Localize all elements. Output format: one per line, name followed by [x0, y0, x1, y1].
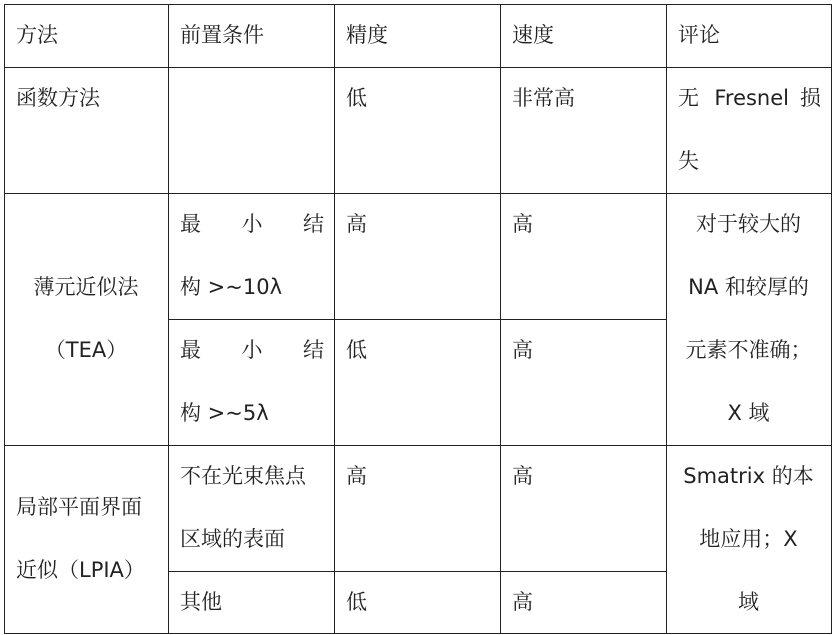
lpia-sub1-speed: 高 — [512, 464, 533, 488]
tea-method-line1: 薄元近似法 — [33, 275, 139, 299]
tea-method-line2: （TEA） — [44, 338, 128, 362]
lpia-comment-line2: 地应用；X — [699, 527, 798, 551]
tea-comment-line3: 元素不准确； — [685, 338, 812, 362]
function-speed: 非常高 — [512, 86, 575, 110]
lpia-sub1-accuracy: 高 — [346, 464, 367, 488]
lpia-sub2-accuracy: 低 — [346, 590, 367, 614]
tea-sub1-speed: 高 — [512, 212, 533, 236]
lpia-sub1-precondition-line2: 区域的表面 — [180, 527, 285, 551]
lpia-sub1-precondition-line1: 不在光束焦点 — [180, 464, 306, 488]
tea-sub1-accuracy: 高 — [346, 212, 367, 236]
tea-sub2-accuracy: 低 — [346, 338, 367, 362]
lpia-method-line1: 局部平面界面 — [16, 495, 142, 519]
function-method: 函数方法 — [16, 86, 100, 110]
header-precondition: 前置条件 — [180, 23, 264, 47]
tea-comment-line2: NA 和较厚的 — [688, 275, 809, 299]
lpia-comment-line3: 域 — [738, 590, 759, 614]
function-comment-line1: 无 Fresnel 损 — [678, 86, 821, 110]
lpia-sub2-speed: 高 — [512, 590, 533, 614]
header-speed: 速度 — [512, 23, 554, 47]
tea-sub2-precondition-line1: 最 小 结 — [180, 338, 324, 362]
tea-sub1-precondition-line1: 最 小 结 — [180, 212, 324, 236]
lpia-sub2-precondition: 其他 — [180, 590, 222, 614]
header-comment: 评论 — [678, 23, 720, 47]
header-accuracy: 精度 — [346, 23, 388, 47]
header-method: 方法 — [16, 23, 58, 47]
tea-comment-line4: X 域 — [727, 401, 770, 425]
tea-sub2-speed: 高 — [512, 338, 533, 362]
function-comment-line2: 失 — [678, 149, 699, 173]
table-border-right — [831, 4, 832, 634]
function-accuracy: 低 — [346, 86, 367, 110]
lpia-method-line2: 近似（LPIA） — [16, 558, 145, 582]
tea-sub2-precondition-line2: 构 >~5λ — [180, 401, 269, 425]
tea-sub1-precondition-line2: 构 >~10λ — [180, 275, 283, 299]
lpia-comment-line1: Smatrix 的本 — [683, 464, 814, 488]
tea-comment-line1: 对于较大的 — [696, 212, 801, 236]
